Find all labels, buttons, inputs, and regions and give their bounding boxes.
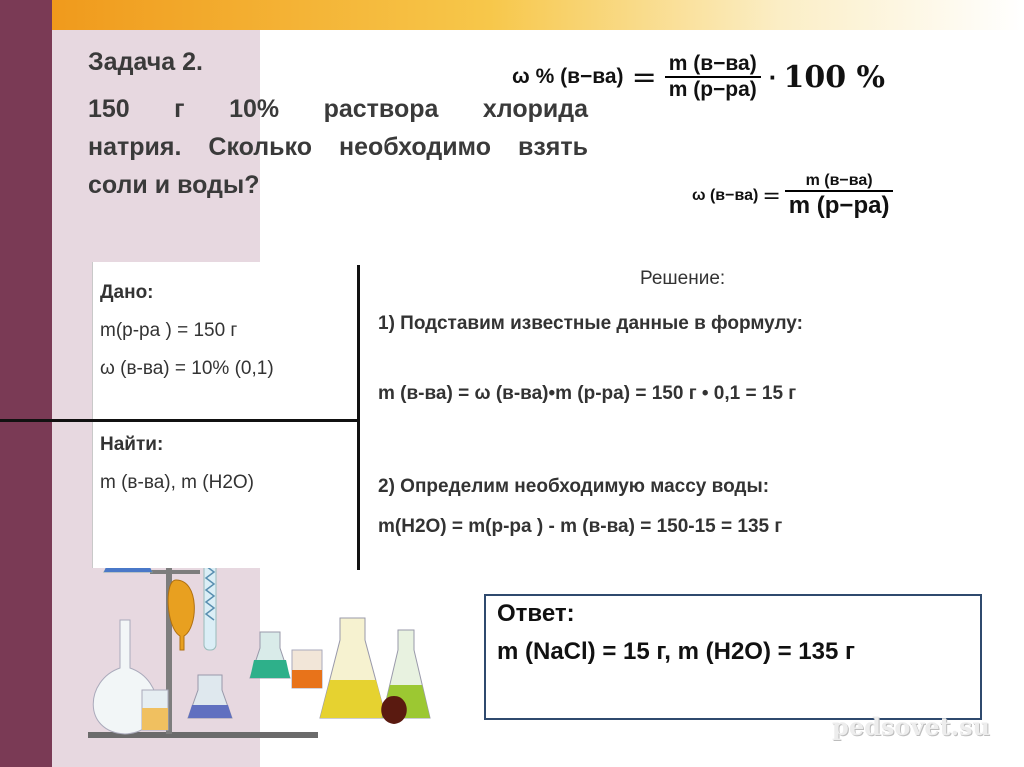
vertical-divider <box>357 265 360 570</box>
flask-yellow-liquid <box>320 680 386 718</box>
solution-step-2: 2) Определим необходимую массу воды: <box>378 476 770 497</box>
task-text <box>88 90 588 204</box>
given-header: Дано: <box>100 282 154 303</box>
receiver-liquid <box>188 705 232 718</box>
find-items: m (в-ва), m (H2O) <box>100 472 255 493</box>
solution-step-1: 1) Подставим известные данные в формулу: <box>378 313 803 334</box>
horizontal-divider <box>0 419 360 422</box>
task-line-1: 150 г 10% раствора хлорида <box>88 95 588 123</box>
task-line-2: натрия. Сколько необходимо взять <box>88 133 588 161</box>
mass-fraction-formula <box>692 172 893 220</box>
top-accent-strip <box>52 0 1024 30</box>
solution-calc-1: m (в-ва) = ω (в-ва)•m (р-ра) = 150 г • 0,1 = 15 г <box>378 383 797 404</box>
formula-main-lhs: ω % (в−ва) <box>512 65 624 88</box>
formula-simple-fraction <box>785 172 894 220</box>
beaker-orange-liquid <box>292 670 322 688</box>
formula-simple-equals: = <box>762 183 781 209</box>
given-item-mass-fraction: ω (в-ва) = 10% (0,1) <box>100 358 274 379</box>
formula-simple-denominator: m (р−ра) <box>788 192 890 219</box>
formula-main-denominator: m (р−ра) <box>668 78 757 101</box>
left-accent-bar <box>0 0 52 767</box>
solution-title: Решение: <box>640 268 726 289</box>
given-section <box>100 274 274 502</box>
formula-simple-numerator: m (в−ва) <box>785 172 894 192</box>
formula-simple-lhs: ω (в−ва) <box>692 187 759 204</box>
formula-main-numerator: m (в−ва) <box>665 52 761 78</box>
task-title: Задача 2. <box>88 48 203 76</box>
formula-main-fraction <box>665 52 761 102</box>
solution-calc-2: m(H2O) = m(р-ра ) - m (в-ва) = 150-15 = 135 г <box>378 516 783 537</box>
beaker-small-liquid <box>142 708 168 730</box>
given-item-solution-mass: m(р-ра ) = 150 г <box>100 320 238 341</box>
answer-title: Ответ: <box>497 600 575 627</box>
formula-main-times: · <box>768 61 778 92</box>
formula-main-equals: = <box>631 59 657 95</box>
flask-dark <box>381 696 407 724</box>
answer-text: m (NaCl) = 15 г, m (H2O) = 135 г <box>497 638 856 665</box>
find-header: Найти: <box>100 434 164 455</box>
flask-green-liquid <box>250 660 290 678</box>
separatory-funnel <box>168 580 194 650</box>
formula-main-factor: 100 % <box>783 59 886 95</box>
mass-fraction-percent-formula <box>512 52 885 102</box>
task-line-3: соли и воды? <box>88 171 260 199</box>
watermark: pedsovet.su <box>832 712 990 741</box>
stand-clamp-2 <box>150 570 200 574</box>
